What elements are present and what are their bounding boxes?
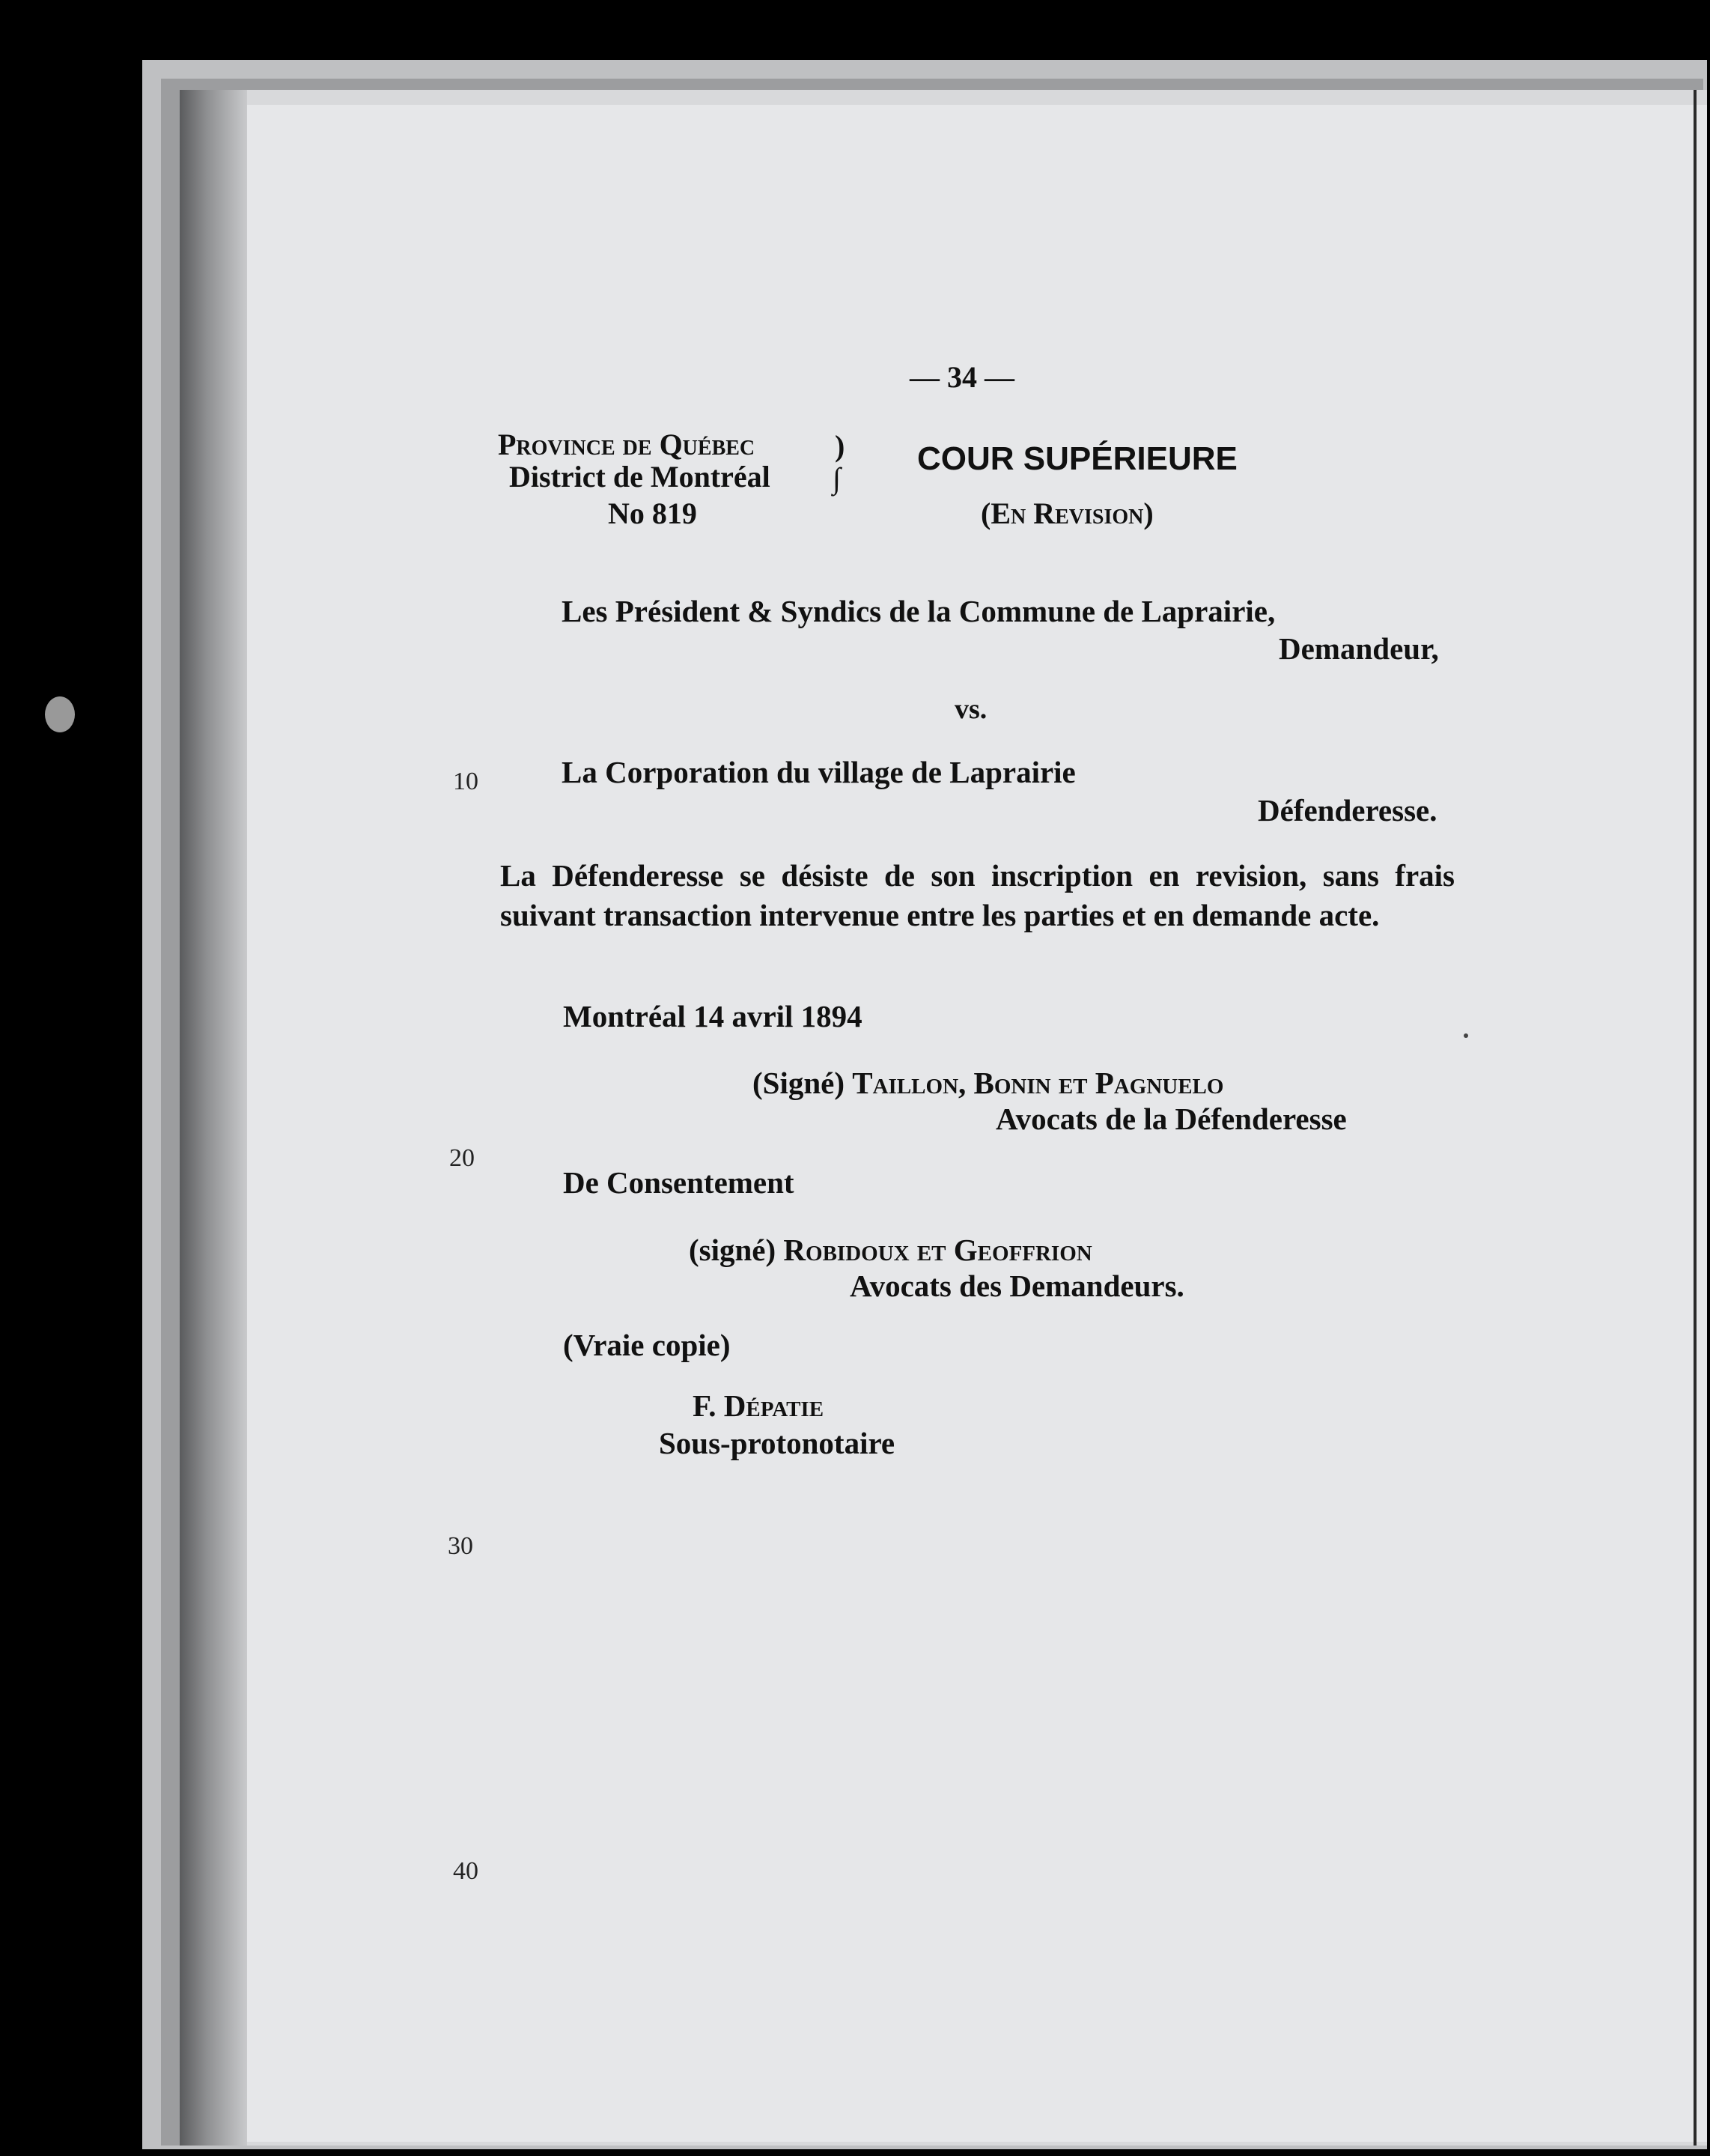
signature-2-prefix: (signé): [689, 1233, 776, 1267]
file-number: No 819: [608, 497, 697, 530]
signature-1-names: Taillon, Bonin et Pagnuelo: [852, 1066, 1224, 1100]
margin-line-number: 10: [453, 768, 478, 795]
speck: [1464, 1033, 1468, 1038]
province-label: Province de Québec: [498, 428, 755, 461]
defendant-role: Défenderesse.: [1258, 793, 1437, 828]
punch-hole: [45, 696, 75, 732]
signature-2: [689, 1232, 1092, 1268]
court-subtitle: (En Revision): [981, 497, 1154, 530]
body-paragraph: La Défenderesse se désiste de son inscription en revision, sans frais suivant transaction intervenue entre les parties et en demande acte.: [500, 858, 1455, 932]
clerk-title: Sous-protonotaire: [659, 1426, 895, 1460]
document-page: [221, 105, 1707, 2142]
signature-2-names: Robidoux et Geoffrion: [783, 1233, 1092, 1267]
brace-top: ): [835, 429, 845, 463]
district-label: District de Montréal: [509, 460, 770, 494]
brace-bottom: ∫: [833, 461, 841, 495]
page-edge-line: [1694, 90, 1697, 2146]
signature-1: [752, 1065, 1223, 1101]
consent-line: De Consentement: [563, 1165, 794, 1200]
versus-label: vs.: [955, 693, 988, 725]
margin-line-number: 40: [453, 1857, 478, 1885]
plaintiff-role: Demandeur,: [1279, 631, 1439, 666]
margin-line-number: 20: [449, 1144, 475, 1172]
signature-1-prefix: (Signé): [752, 1066, 845, 1100]
plaintiff-name: Les Président & Syndics de la Commune de Laprairie,: [562, 594, 1276, 628]
margin-line-number: 30: [448, 1532, 473, 1560]
signature-2-role: Avocats des Demandeurs.: [850, 1269, 1184, 1303]
date-line: Montréal 14 avril 1894: [563, 999, 862, 1033]
true-copy-line: (Vraie copie): [563, 1328, 731, 1362]
page-number: — 34 —: [910, 360, 1014, 394]
clerk-name: F. Dépatie: [693, 1388, 824, 1423]
court-title: COUR SUPÉRIEURE: [917, 440, 1238, 477]
signature-1-role: Avocats de la Défenderesse: [996, 1102, 1347, 1136]
defendant-name: La Corporation du village de Laprairie: [562, 755, 1076, 789]
binding-shadow: [180, 90, 247, 2146]
